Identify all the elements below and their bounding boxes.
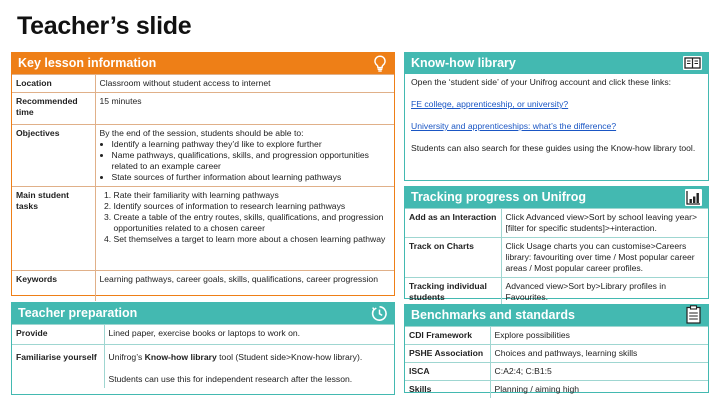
knowhow-outro: Students can also search for these guides using the Know-how library tool. xyxy=(411,143,696,153)
table-row xyxy=(405,278,708,307)
familiarise-label: Familiarise yourself xyxy=(12,345,104,389)
familiarise-pre: Unifrog’s xyxy=(108,352,145,362)
key-lesson-panel xyxy=(11,52,395,296)
key-lesson-table xyxy=(12,74,394,301)
knowhow-header xyxy=(405,53,708,74)
tracking-table xyxy=(405,208,708,306)
lightbulb-icon xyxy=(371,55,388,72)
tracking-label: Add as an Interaction xyxy=(405,209,501,238)
tracking-panel xyxy=(404,186,709,302)
book-icon xyxy=(683,56,702,70)
table-row xyxy=(405,327,708,345)
table-row xyxy=(405,345,708,363)
bar-chart-icon xyxy=(685,189,702,206)
keywords-value: Learning pathways, career goals, skills, qualifications, career progression xyxy=(95,271,394,301)
benchmark-label: ISCA xyxy=(405,363,490,381)
benchmark-label: Skills xyxy=(405,381,490,399)
knowhow-link-university-apprenticeships[interactable]: University and apprenticeships: what’s the difference? xyxy=(411,121,617,131)
familiarise-post: tool (Student side>Know-how library). xyxy=(216,352,363,362)
knowhow-panel xyxy=(404,52,709,181)
tracking-header xyxy=(405,187,708,208)
teacher-prep-header xyxy=(12,303,394,324)
main-tasks-value xyxy=(95,187,394,271)
key-lesson-title: Key lesson information xyxy=(18,56,157,70)
list-item: • State sources of further information about learning pathways xyxy=(112,172,391,183)
list-item: 3. Create a table of the entry routes, skills, qualifications, and progression opportunities related to a chosen career xyxy=(114,212,391,234)
location-label: Location xyxy=(12,75,95,93)
main-tasks-list xyxy=(100,190,391,245)
teacher-prep-title: Teacher preparation xyxy=(18,306,138,320)
page-title: Teacher’s slide xyxy=(17,12,192,40)
table-row xyxy=(405,363,708,381)
objectives-value xyxy=(95,125,394,187)
familiarise-text xyxy=(109,352,391,363)
tracking-label: Track on Charts xyxy=(405,238,501,278)
benchmark-label: PSHE Association xyxy=(405,345,490,363)
objectives-list xyxy=(100,139,391,183)
benchmark-value: Choices and pathways, learning skills xyxy=(490,345,708,363)
list-item: • Name pathways, qualifications, skills, and progression opportunities related to an example career xyxy=(112,150,391,172)
clipboard-icon xyxy=(685,306,702,323)
list-item: • Identify a learning pathway they’d like to explore further xyxy=(112,139,391,150)
objectives-intro: By the end of the session, students should be able to: xyxy=(99,128,304,138)
benchmark-value: C:A2:4; C:B1:5 xyxy=(490,363,708,381)
knowhow-body xyxy=(405,74,708,157)
table-row xyxy=(12,325,394,345)
familiarise-value xyxy=(104,345,394,389)
recommended-time-value: 15 minutes xyxy=(95,93,394,125)
benchmarks-header xyxy=(405,305,708,326)
benchmarks-table xyxy=(405,326,708,398)
table-row xyxy=(12,271,394,301)
tracking-value: Click Usage charts you can customise>Careers library: favouriting over time / Most popular career areas / Most popular career profiles. xyxy=(501,238,708,278)
list-item: 4. Set themselves a target to learn more about a chosen learning pathway xyxy=(114,234,391,245)
benchmarks-panel xyxy=(404,304,709,393)
recommended-time-label: Recommended time xyxy=(12,93,95,125)
benchmark-value: Explore possibilities xyxy=(490,327,708,345)
knowhow-tool-name: Know-how library xyxy=(144,352,217,362)
table-row xyxy=(12,345,394,389)
table-row xyxy=(405,381,708,399)
tracking-title: Tracking progress on Unifrog xyxy=(411,190,587,204)
knowhow-title: Know-how library xyxy=(411,56,516,70)
teacher-prep-panel xyxy=(11,302,395,395)
benchmark-value: Planning / aiming high xyxy=(490,381,708,399)
keywords-label: Keywords xyxy=(12,271,95,301)
tracking-label: Tracking individual students xyxy=(405,278,501,307)
tracking-value: Advanced view>Sort by>Library profiles in Favourites. xyxy=(501,278,708,307)
table-row xyxy=(12,187,394,271)
benchmark-label: CDI Framework xyxy=(405,327,490,345)
clock-icon xyxy=(371,305,388,322)
familiarise-note: Students can use this for independent research after the lesson. xyxy=(108,374,353,384)
objectives-label: Objectives xyxy=(12,125,95,187)
provide-value: Lined paper, exercise books or laptops to work on. xyxy=(104,325,394,345)
list-item: 1. Rate their familiarity with learning pathways xyxy=(114,190,391,201)
main-tasks-label: Main student tasks xyxy=(12,187,95,271)
table-row xyxy=(405,238,708,278)
tracking-value: Click Advanced view>Sort by school leaving year>[filter for specific students]>+interaction. xyxy=(501,209,708,238)
teacher-prep-table xyxy=(12,324,394,388)
knowhow-link-fe-college[interactable]: FE college, apprenticeship, or university? xyxy=(411,99,569,109)
table-row xyxy=(12,125,394,187)
table-row xyxy=(12,93,394,125)
table-row xyxy=(12,75,394,93)
knowhow-intro: Open the ‘student side’ of your Unifrog account and click these links: xyxy=(411,77,672,87)
location-value: Classroom without student access to internet xyxy=(95,75,394,93)
benchmarks-title: Benchmarks and standards xyxy=(411,308,575,322)
list-item: 2. Identify sources of information to research learning pathways xyxy=(114,201,391,212)
table-row xyxy=(405,209,708,238)
provide-label: Provide xyxy=(12,325,104,345)
key-lesson-header xyxy=(12,53,394,74)
